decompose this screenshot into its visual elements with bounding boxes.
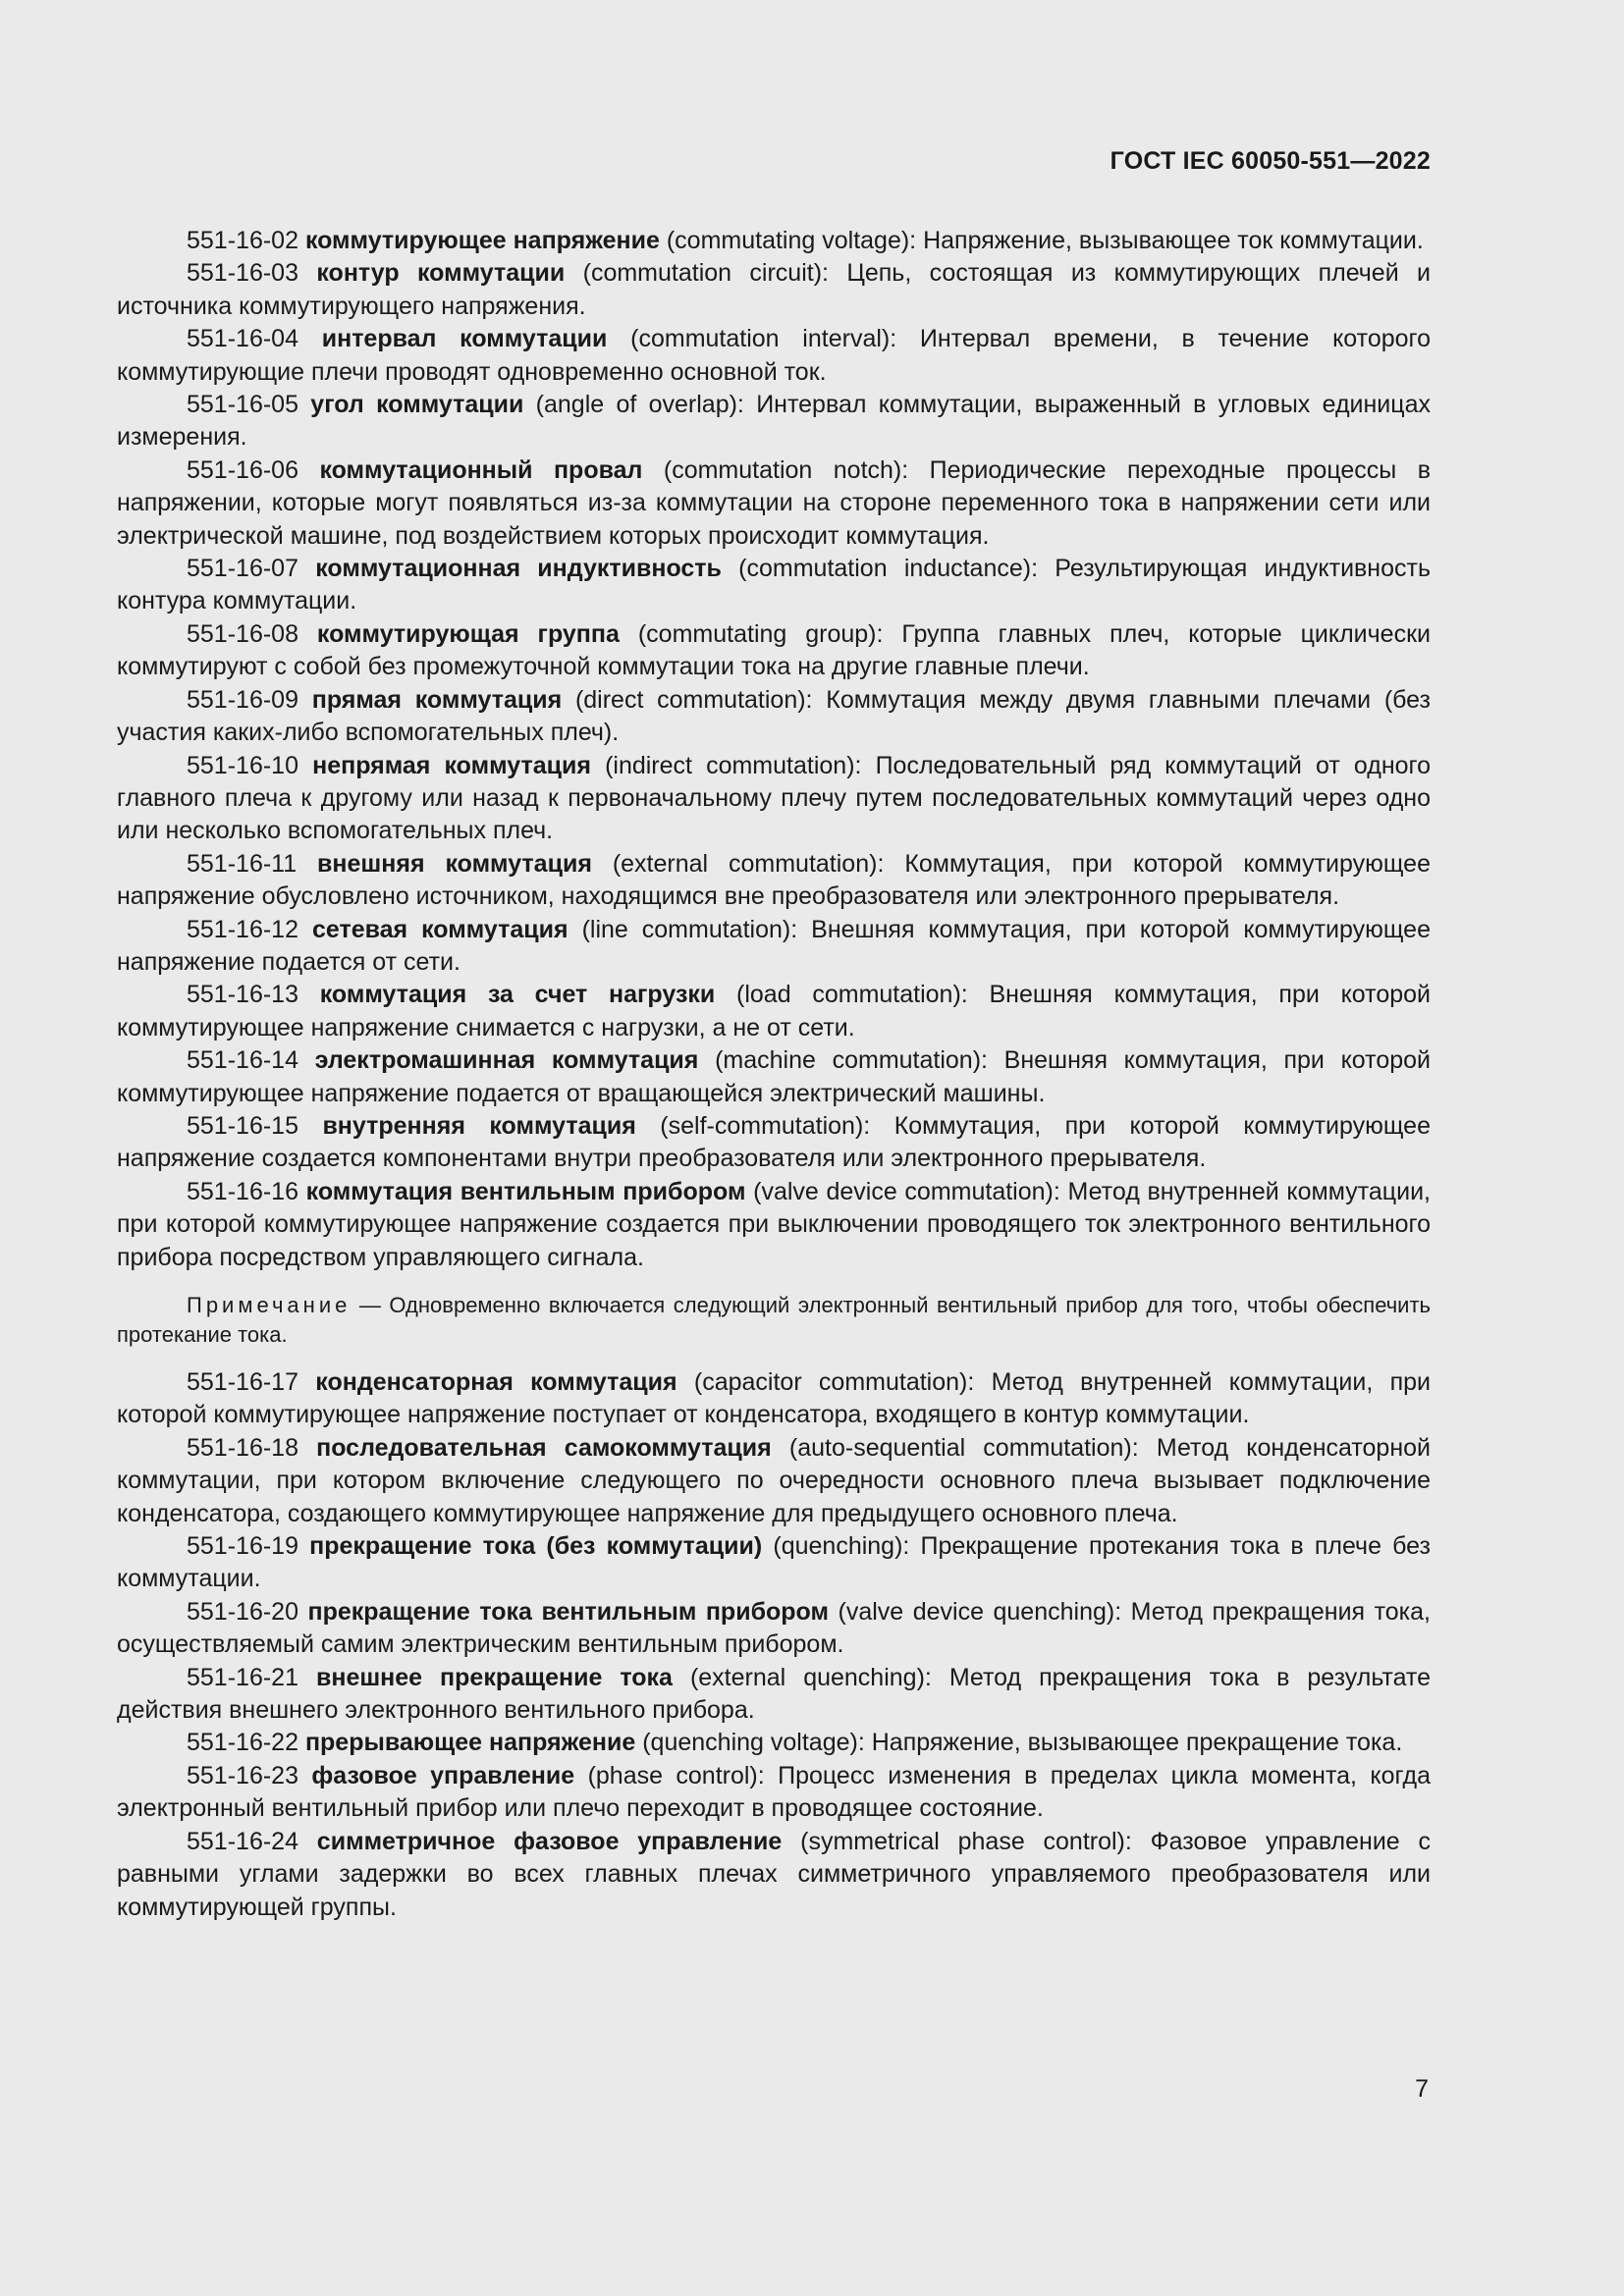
entry-english: (auto-sequential commutation): xyxy=(788,1433,1139,1462)
entry-term: прерывающее напряжение xyxy=(304,1729,636,1757)
entry-definition: Коммутация, при которой коммутирующее напряжение создается компонентами внутри преобразователя или электронного прерывателя. xyxy=(117,1111,1431,1173)
term-entry xyxy=(117,389,1431,454)
term-entry xyxy=(117,750,1431,848)
entry-definition: Периодические переходные процессы в напряжении, которые могут появляться из-за коммутации на стороне переменного тока в напряжении сети или электрической машине, под воздействием которых происходит коммутация. xyxy=(117,455,1431,550)
entry-english: (self-commutation): xyxy=(660,1111,871,1140)
entry-english: (line commutation): xyxy=(581,915,798,943)
entry-code: 551-16-13 xyxy=(187,981,298,1009)
entry-english: (machine commutation): xyxy=(715,1046,988,1075)
term-entry xyxy=(117,979,1431,1044)
entry-term: внутренняя коммутация xyxy=(322,1111,636,1140)
entry-english: (commutating group): xyxy=(637,619,884,648)
entry-english: (valve device commutation): xyxy=(753,1177,1060,1205)
terms-list xyxy=(117,225,1431,1924)
note xyxy=(117,1291,1431,1350)
entry-code: 551-16-06 xyxy=(187,455,298,484)
entry-code: 551-16-10 xyxy=(187,751,298,779)
entry-english: (commutation circuit): xyxy=(582,259,829,288)
term-entry xyxy=(117,1596,1431,1662)
entry-code: 551-16-11 xyxy=(187,849,298,878)
term-entry xyxy=(117,848,1431,914)
entry-definition: Коммутация между двумя главными плечами (без участия каких-либо вспомогательных плеч). xyxy=(117,685,1432,747)
standard-header: ГОСТ IEC 60050-551—2022 xyxy=(1110,147,1431,175)
entry-term: коммутационная индуктивность xyxy=(315,555,722,583)
entry-code: 551-16-15 xyxy=(187,1111,298,1140)
term-entry xyxy=(117,618,1431,684)
entry-definition: Коммутация, при которой коммутирующее напряжение обусловлено источником, находящимся вне преобразователя или электронного прерывателя. xyxy=(117,849,1431,911)
entry-term: электромашинная коммутация xyxy=(314,1046,699,1075)
entry-definition: Метод прекращения тока в результате действия внешнего электронного вентильного прибора. xyxy=(117,1663,1431,1725)
entries-group-a xyxy=(117,225,1431,1274)
entries-group-b xyxy=(117,1366,1431,1924)
entry-term: симметричное фазовое управление xyxy=(316,1827,783,1855)
entry-code: 551-16-14 xyxy=(187,1046,298,1075)
entry-code: 551-16-24 xyxy=(187,1827,298,1855)
term-entry xyxy=(117,1760,1431,1826)
entry-code: 551-16-07 xyxy=(187,555,298,583)
entry-definition: Интервал времени, в течение которого коммутирующие плечи проводят одновременно основной ток. xyxy=(117,325,1432,386)
entry-english: (indirect commutation): xyxy=(605,751,862,779)
entry-english: (commutating voltage): xyxy=(666,227,917,254)
entry-english: (external commutation): xyxy=(612,849,885,878)
term-entry xyxy=(117,1530,1431,1596)
entry-definition: Метод прекращения тока, осуществляемый самим электрическим вентильным прибором. xyxy=(117,1597,1431,1659)
entry-term: внешнее прекращение тока xyxy=(315,1663,673,1691)
term-entry xyxy=(117,454,1431,553)
term-entry xyxy=(117,1662,1431,1728)
term-entry xyxy=(117,1826,1431,1924)
entry-english: (load commutation): xyxy=(736,981,968,1009)
entry-term: интервал коммутации xyxy=(321,325,608,353)
term-entry xyxy=(117,225,1431,257)
term-entry xyxy=(117,1432,1431,1530)
entry-term: внешняя коммутация xyxy=(317,849,592,878)
entry-definition: Прекращение протекания тока в плече без коммутации. xyxy=(117,1532,1431,1593)
entry-code: 551-16-19 xyxy=(187,1532,298,1561)
entry-term: коммутация вентильным прибором xyxy=(305,1177,746,1205)
entry-english: (commutation interval): xyxy=(630,325,897,353)
entry-code: 551-16-12 xyxy=(187,915,298,943)
entry-code: 551-16-02 xyxy=(187,227,298,254)
entry-english: (valve device quenching): xyxy=(838,1597,1122,1626)
entry-code: 551-16-17 xyxy=(187,1368,298,1396)
entry-term: фазовое управление xyxy=(311,1761,575,1789)
entry-english: (quenching): xyxy=(773,1532,910,1561)
entry-english: (quenching voltage): xyxy=(642,1729,865,1757)
entry-term: прямая коммутация xyxy=(311,685,563,714)
entry-definition: Метод конденсаторной коммутации, при котором включение следующего по очередности основного плеча вызывает подключение конденсатора, создающего коммутирующее напряжение для предыдущего основного плеча. xyxy=(117,1433,1431,1527)
entry-code: 551-16-04 xyxy=(187,325,298,353)
entry-definition: Цепь, состоящая из коммутирующих плечей и источника коммутирующего напряжения. xyxy=(117,259,1432,320)
entry-definition: Результирующая индуктивность контура коммутации. xyxy=(117,555,1431,615)
entry-definition: Метод внутренней коммутации, при которой коммутирующее напряжение создается при выключении проводящего ток электронного вентильного прибора посредством управляющего сигнала. xyxy=(117,1177,1431,1271)
entry-term: непрямая коммутация xyxy=(312,751,591,779)
entry-term: коммутирующая группа xyxy=(316,619,620,648)
entry-term: последовательная самокоммутация xyxy=(316,1433,772,1462)
entry-code: 551-16-16 xyxy=(187,1177,298,1205)
entry-definition: Внешняя коммутация, при которой коммутирующее напряжение подается от сети. xyxy=(117,915,1431,976)
entry-english: (commutation inductance): xyxy=(738,555,1039,583)
entry-code: 551-16-21 xyxy=(187,1663,298,1691)
note-label: Примечание xyxy=(187,1293,352,1317)
term-entry xyxy=(117,1044,1431,1110)
term-entry xyxy=(117,684,1431,750)
entry-term: прекращение тока вентильным прибором xyxy=(307,1597,829,1626)
entry-code: 551-16-08 xyxy=(187,619,298,648)
entry-term: сетевая коммутация xyxy=(311,915,568,943)
entry-definition: Напряжение, вызывающее ток коммутации. xyxy=(923,227,1424,254)
entry-english: (symmetrical phase control): xyxy=(800,1827,1132,1855)
term-entry xyxy=(117,323,1431,389)
page-number: 7 xyxy=(1415,2075,1429,2103)
entry-definition: Метод внутренней коммутации, при которой коммутирующее напряжение поступает от конденсатора, входящего в контур коммутации. xyxy=(117,1368,1431,1429)
term-entry xyxy=(117,1366,1431,1432)
entry-definition: Интервал коммутации, выраженный в угловых единицах измерения. xyxy=(117,391,1431,452)
entry-definition: Группа главных плеч, которые циклически коммутируют с собой без промежуточной коммутации тока на другие главные плечи. xyxy=(117,619,1431,681)
entry-code: 551-16-20 xyxy=(187,1597,298,1626)
term-entry xyxy=(117,914,1431,980)
entry-definition: Фазовое управление с равными углами задержки во всех главных плечах симметричного управляемого преобразователя или коммутирующей группы. xyxy=(117,1827,1432,1921)
entry-english: (capacitor commutation): xyxy=(693,1368,975,1396)
entry-code: 551-16-05 xyxy=(187,391,298,419)
term-entry xyxy=(117,257,1431,323)
entry-code: 551-16-03 xyxy=(187,259,298,288)
entry-code: 551-16-18 xyxy=(187,1433,298,1462)
entry-english: (commutation notch): xyxy=(663,455,909,484)
term-entry xyxy=(117,1727,1431,1759)
entry-definition: Процесс изменения в пределах цикла момента, когда электронный вентильный прибор или плечо переходит в проводящее состояние. xyxy=(117,1761,1431,1823)
entry-definition: Внешняя коммутация, при которой коммутирующее напряжение подается от вращающейся электрический машины. xyxy=(117,1046,1431,1107)
entry-definition: Последовательный ряд коммутаций от одного главного плеча к другому или назад к первоначальному плечу путем последовательных коммутаций через одно или несколько вспомогательных плеч. xyxy=(117,751,1432,845)
term-entry xyxy=(117,1110,1431,1176)
term-entry xyxy=(117,553,1431,618)
entry-code: 551-16-09 xyxy=(187,685,298,714)
entry-term: контур коммутации xyxy=(316,259,566,288)
note-text: — Одновременно включается следующий электронный вентильный прибор для того, чтобы обеспечить протекание тока. xyxy=(117,1293,1431,1347)
entry-term: коммутация за счет нагрузки xyxy=(319,981,716,1009)
entry-english: (external quenching): xyxy=(689,1663,932,1691)
entry-term: прекращение тока (без коммутации) xyxy=(309,1532,763,1561)
entry-english: (angle of overlap): xyxy=(535,391,744,419)
entry-term: коммутационный провал xyxy=(319,455,643,484)
entry-term: угол коммутации xyxy=(310,391,524,419)
entry-english: (phase control): xyxy=(587,1761,765,1789)
entry-term: конденсаторная коммутация xyxy=(315,1368,677,1396)
entry-term: коммутирующее напряжение xyxy=(304,227,660,254)
term-entry xyxy=(117,1176,1431,1274)
entry-definition: Напряжение, вызывающее прекращение тока. xyxy=(871,1729,1403,1757)
entry-code: 551-16-23 xyxy=(187,1761,298,1789)
entry-definition: Внешняя коммутация, при которой коммутирующее напряжение снимается с нагрузки, а не от сети. xyxy=(117,981,1431,1041)
entry-english: (direct commutation): xyxy=(574,685,813,714)
entry-code: 551-16-22 xyxy=(187,1729,298,1757)
